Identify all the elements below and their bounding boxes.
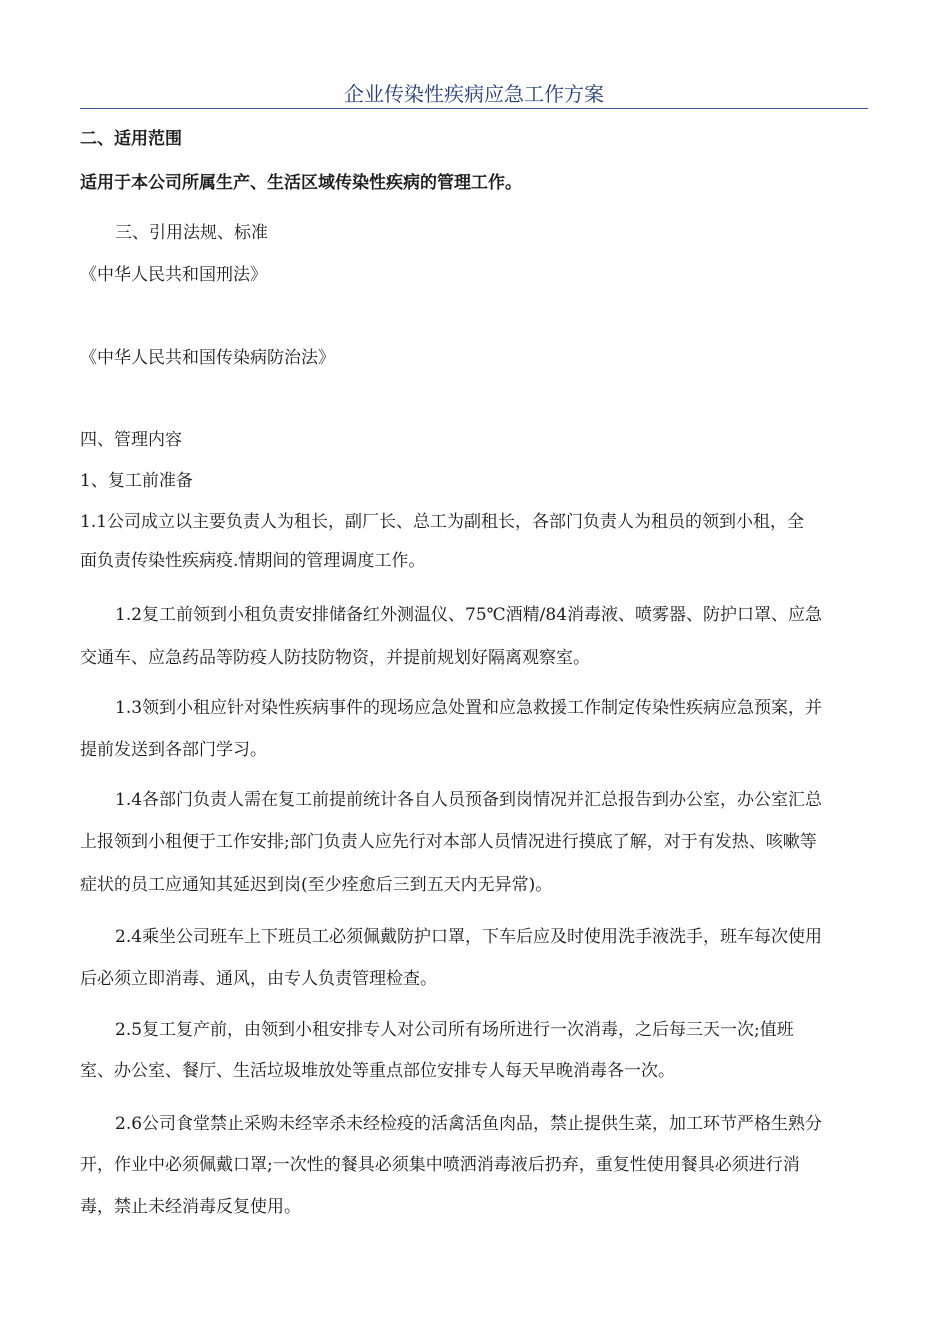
- page-header-title: 企业传染性疾病应急工作方案: [344, 82, 604, 106]
- law-infectious-disease: 《中华人民共和国传染病防治法》: [80, 348, 335, 368]
- paragraph-line: 室、办公室、餐厅、生活垃圾堆放处等重点部位安排专人每天早晚消毒各一次。: [80, 1061, 675, 1081]
- paragraph-line: 提前发送到各部门学习。: [80, 740, 267, 760]
- header-divider: [80, 108, 868, 109]
- paragraph-line: 毒，禁止未经消毒反复使用。: [80, 1197, 301, 1217]
- paragraph-line: 开，作业中必须佩戴口罩;一次性的餐具必须集中喷洒消毒液后扔弃，重复性使用餐具必须进行消: [80, 1155, 800, 1175]
- paragraph-line: 1.3领到小租应针对染性疾病事件的现场应急处置和应急救援工作制定传染性疾病应急预案，并: [115, 698, 823, 718]
- section-2-heading: 二、适用范围: [80, 129, 182, 149]
- paragraph-line: 后必须立即消毒、通风，由专人负责管理检查。: [80, 969, 437, 989]
- section-4-heading: 四、管理内容: [80, 430, 182, 450]
- section-2-body: 适用于本公司所属生产、生活区域传染性疾病的管理工作。: [80, 173, 522, 193]
- paragraph-line: 上报领到小租便于工作安排;部门负责人应先行对本部人员情况进行摸底了解，对于有发热、咳嗽等: [80, 832, 817, 852]
- paragraph-line: 1.1公司成立以主要负责人为租长，副厂长、总工为副租长，各部门负责人为租员的领到小租，全: [80, 512, 805, 532]
- paragraph-line: 面负责传染性疾病疫.情期间的管理调度工作。: [80, 551, 426, 571]
- law-criminal: 《中华人民共和国刑法》: [80, 265, 267, 285]
- section-3-heading: 三、引用法规、标准: [115, 223, 268, 243]
- paragraph-line: 2.4乘坐公司班车上下班员工必须佩戴防护口罩，下车后应及时使用洗手液洗手，班车每次使用: [115, 927, 823, 947]
- paragraph-line: 交通车、应急药品等防疫人防技防物资，并提前规划好隔离观察室。: [80, 648, 590, 668]
- paragraph-line: 症状的员工应通知其延迟到岗(至少痊愈后三到五天内无异常)。: [80, 875, 553, 895]
- paragraph-line: 1.2复工前领到小租负责安排储备红外测温仪、75℃酒精/84消毒液、喷雾器、防护口罩、应急: [115, 605, 823, 625]
- section-4-subheading: 1、复工前准备: [80, 471, 193, 491]
- paragraph-line: 2.5复工复产前，由领到小租安排专人对公司所有场所进行一次消毒，之后每三天一次;值班: [115, 1020, 794, 1040]
- paragraph-line: 1.4各部门负责人需在复工前提前统计各自人员预备到岗情况并汇总报告到办公室，办公室汇总: [115, 790, 823, 810]
- paragraph-line: 2.6公司食堂禁止采购未经宰杀未经检疫的活禽活鱼肉品，禁止提供生菜，加工环节严格生熟分: [115, 1114, 823, 1134]
